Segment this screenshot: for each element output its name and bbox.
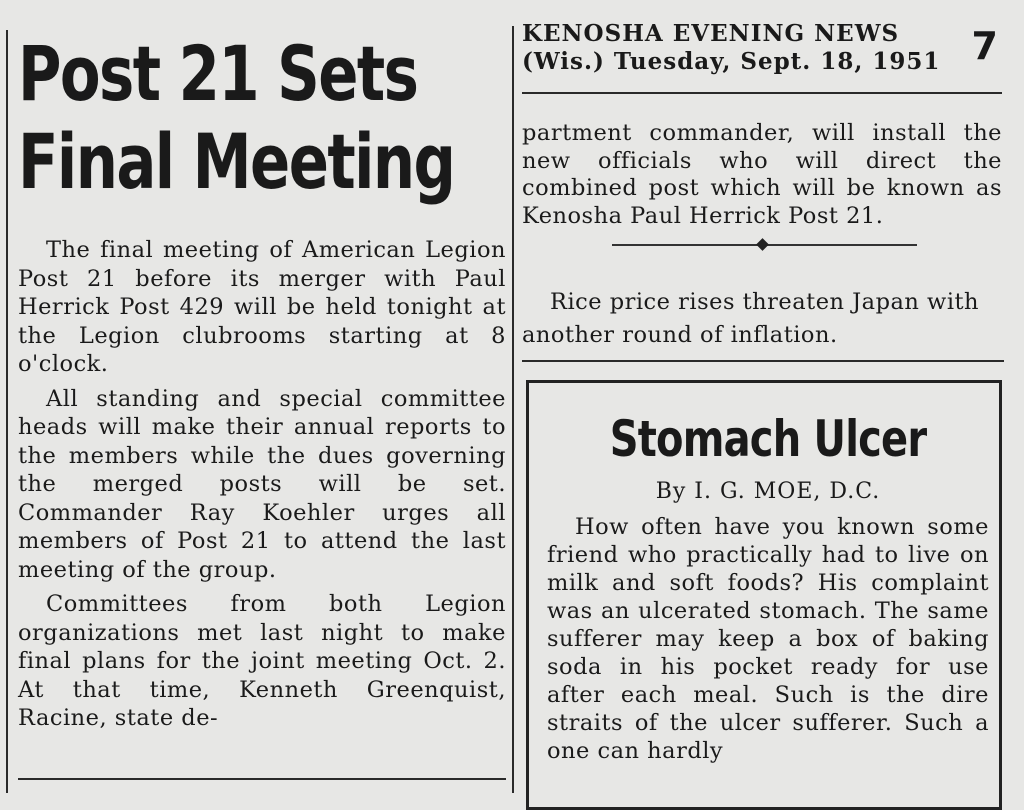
- diamond-icon: [756, 238, 769, 251]
- article-body: [18, 236, 506, 733]
- column-body: How often have you known some friend who practically had to live on milk and soft foods? His complaint was an ulcerated stomach. The same sufferer may keep a box of baking soda in his pocket ready for use after each meal. Such is the dire straits of the ulcer sufferer. Such a one can hardly: [547, 514, 989, 764]
- filler-text: Rice price rises threaten Japan with another round of inflation.: [522, 289, 980, 348]
- masthead-rule: [522, 92, 1002, 94]
- left-edge-rule: [6, 30, 8, 793]
- article-post-21: [18, 30, 506, 733]
- left-bottom-rule: [18, 778, 506, 780]
- column-title: Stomach Ulcer: [609, 410, 927, 468]
- column-rule: [512, 26, 514, 793]
- headline-line-2: Final Meeting: [18, 117, 455, 206]
- article-paragraph: Committees from both Legion organizations met last night to make final plans for the joint meeting Oct. 2. At that time, Kenneth Greenquist, Racine, state de-: [18, 591, 506, 731]
- dash-ornament: [612, 236, 917, 254]
- page-number: 7: [971, 24, 998, 68]
- article-paragraph: The final meeting of American Legion Post 21 before its merger with Paul Herrick Post 429 will be held tonight at the Legion clubrooms starting at 8 o'clock.: [18, 237, 506, 377]
- paper-name: KENOSHA EVENING NEWS: [522, 20, 900, 47]
- headline-line-1: Post 21 Sets: [18, 29, 418, 118]
- byline: By I. G. MOE, D.C.: [655, 479, 881, 504]
- article-paragraph: All standing and special committee heads will make their annual reports to the members while the dues governing the merged posts will be set. Commander Ray Koehler urges all members of Post 21 to attend the last meeting of the group.: [18, 385, 506, 583]
- stomach-ulcer-column: [526, 380, 1002, 810]
- column-content: [547, 409, 989, 765]
- article-continued: [522, 120, 1002, 258]
- continued-paragraph: partment commander, will install the new officials who will direct the combined post which will be known as Kenosha Paul Herrick Post 21.: [522, 120, 1002, 229]
- filler-item: [522, 286, 1002, 352]
- filler-rule: [522, 360, 1004, 362]
- dateline: (Wis.) Tuesday, Sept. 18, 1951: [522, 48, 941, 75]
- masthead: [522, 20, 1000, 76]
